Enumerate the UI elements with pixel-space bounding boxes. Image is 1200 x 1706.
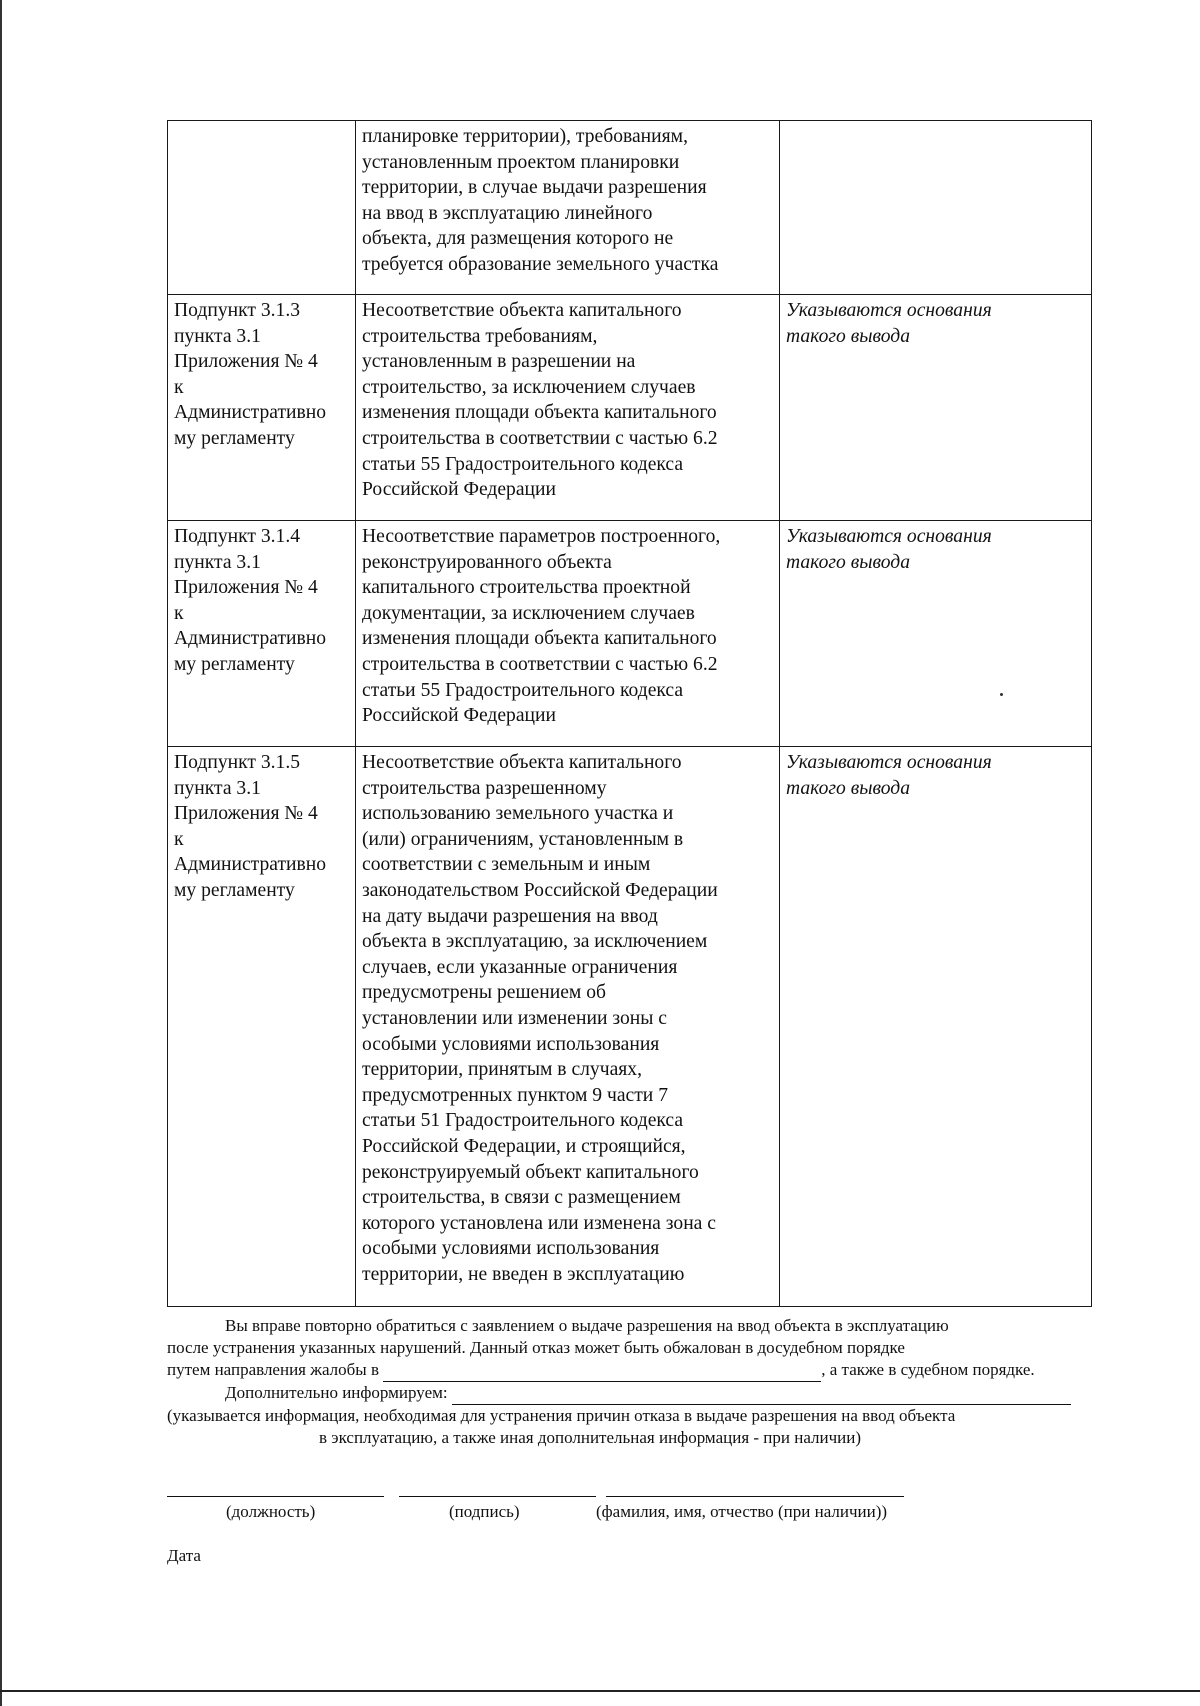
- scan-edge-left: [0, 0, 2, 1706]
- ground-description-line: установленным проектом планировки: [362, 151, 680, 173]
- basis-line: Указываются основания: [786, 752, 992, 773]
- ground-description-line: реконструированного объекта: [362, 551, 612, 573]
- signature-caption: (подпись): [449, 1502, 520, 1521]
- reference-line: пункта 3.1: [174, 777, 261, 799]
- ground-description-line: особыми условиями использования: [362, 1033, 660, 1055]
- reference-line: к: [174, 376, 184, 398]
- ground-description-line: объекта, для размещения которого не: [362, 228, 674, 250]
- ground-description-line: изменения площади объекта капитального: [362, 402, 717, 424]
- ground-description-line: строительства требованиям,: [362, 325, 598, 347]
- ground-description-line: территории, принятым в случаях,: [362, 1059, 642, 1081]
- complaint-body-blank: [383, 1359, 821, 1382]
- reference-cell: [168, 521, 356, 747]
- ground-description-line: Несоответствие параметров построенного,: [362, 526, 721, 547]
- ground-description-line: использованию земельного участка и: [362, 803, 674, 825]
- ground-description-line: Несоответствие объекта капитального: [362, 300, 682, 321]
- reference-line: Приложения № 4: [174, 351, 318, 373]
- ground-description-line: Российской Федерации, и строящийся,: [362, 1135, 686, 1157]
- ground-description-line: строительство, за исключением случаев: [362, 376, 696, 398]
- signature-lines: [167, 1496, 1123, 1500]
- date-label: Дата: [167, 1546, 201, 1565]
- basis-cell: [780, 747, 1092, 1307]
- grounds-table: [167, 120, 1092, 1307]
- reference-line: к: [174, 828, 184, 850]
- appeal-line-1: Вы вправе повторно обратиться с заявлением о выдаче разрешения на ввод объекта в эксплуатацию: [225, 1316, 949, 1335]
- ground-description-line: (или) ограничениям, установленным в: [362, 828, 684, 850]
- appeal-line-2: после устранения указанных нарушений. Данный отказ может быть обжалован в досудебном порядке: [167, 1338, 905, 1357]
- ground-description-line: капитального строительства проектной: [362, 577, 691, 599]
- ground-description-line: установлении или изменении зоны с: [362, 1007, 667, 1029]
- reference-line: пункта 3.1: [174, 325, 261, 347]
- ground-description-line: строительства в соответствии с частью 6.2: [362, 653, 718, 675]
- appeal-prefix: путем направления жалобы в: [167, 1360, 380, 1379]
- ground-description-line: случаев, если указанные ограничения: [362, 956, 678, 978]
- reference-line: му регламенту: [174, 427, 295, 449]
- position-caption: (должность): [226, 1502, 316, 1521]
- basis-line: Указываются основания: [786, 300, 992, 321]
- ground-description-line: статьи 51 Градостроительного кодекса: [362, 1110, 684, 1132]
- ground-description-line: на дату выдачи разрешения на ввод: [362, 905, 658, 927]
- reference-cell: [168, 747, 356, 1307]
- ground-description-line: особыми условиями использования: [362, 1238, 660, 1260]
- reference-line: му регламенту: [174, 653, 295, 675]
- reference-line: Административно: [174, 402, 327, 424]
- ground-description-line: строительства, в связи с размещением: [362, 1187, 681, 1209]
- table-row: [168, 121, 1092, 295]
- ground-description-line: установленным в разрешении на: [362, 351, 636, 373]
- refusal-appeal-paragraph: [167, 1315, 1123, 1449]
- basis-cell: [780, 521, 1092, 747]
- ground-description-cell: [356, 295, 780, 521]
- ground-description-line: требуется образование земельного участка: [362, 253, 719, 275]
- appeal-line-3: [167, 1359, 1123, 1382]
- full-name-line: [606, 1496, 904, 1497]
- info-note-line-1: (указывается информация, необходимая для устранения причин отказа в выдаче разрешения на ввод объекта: [167, 1406, 956, 1425]
- basis-line: Указываются основания: [786, 526, 992, 547]
- basis-cell: [780, 295, 1092, 521]
- table-row: [168, 747, 1092, 1307]
- ground-description-line: соответствии с земельным и иным: [362, 854, 651, 876]
- ground-description-line: территории, в случае выдачи разрешения: [362, 177, 707, 199]
- ground-description-line: строительства в соответствии с частью 6.2: [362, 427, 718, 449]
- reference-line: Подпункт 3.1.3: [174, 300, 301, 321]
- table-row: [168, 295, 1092, 521]
- reference-line: Подпункт 3.1.5: [174, 752, 301, 773]
- scan-edge-bottom: [0, 1690, 1200, 1692]
- ground-description-line: изменения площади объекта капитального: [362, 628, 717, 650]
- ground-description-line: документации, за исключением случаев: [362, 602, 695, 624]
- ground-description-cell: [356, 747, 780, 1307]
- reference-line: к: [174, 602, 184, 624]
- reference-cell: [168, 121, 356, 295]
- ground-description-line: статьи 55 Градостроительного кодекса: [362, 679, 684, 701]
- ground-description-line: строительства разрешенному: [362, 777, 607, 799]
- reference-line: Административно: [174, 628, 327, 650]
- table-row: [168, 521, 1092, 747]
- signature-line: [399, 1496, 596, 1497]
- ground-description-cell: [356, 121, 780, 295]
- reference-line: му регламенту: [174, 879, 295, 901]
- ground-description-line: планировке территории), требованиям,: [362, 126, 688, 147]
- additional-info-label: Дополнительно информируем:: [225, 1383, 448, 1402]
- basis-cell: [780, 121, 1092, 295]
- reference-line: Приложения № 4: [174, 577, 318, 599]
- scan-speck: [1000, 693, 1003, 696]
- reference-line: пункта 3.1: [174, 551, 261, 573]
- reference-line: Административно: [174, 854, 327, 876]
- ground-description-cell: [356, 521, 780, 747]
- ground-description-line: предусмотренных пунктом 9 части 7: [362, 1084, 668, 1106]
- basis-line: такого вывода: [786, 325, 911, 347]
- ground-description-line: территории, не введен в эксплуатацию: [362, 1263, 685, 1285]
- additional-info-line: [167, 1382, 1123, 1405]
- position-line: [167, 1496, 384, 1497]
- full-name-caption: (фамилия, имя, отчество (при наличии)): [596, 1502, 888, 1521]
- info-note-line-2: в эксплуатацию, а также иная дополнительная информация - при наличии): [319, 1428, 862, 1447]
- ground-description-line: реконструируемый объект капитального: [362, 1161, 699, 1183]
- reference-line: Приложения № 4: [174, 803, 318, 825]
- ground-description-line: статьи 55 Градостроительного кодекса: [362, 453, 684, 475]
- ground-description-line: Российской Федерации: [362, 479, 556, 501]
- ground-description-line: предусмотрены решением об: [362, 982, 606, 1004]
- additional-info-blank: [452, 1382, 1071, 1405]
- ground-description-line: на ввод в эксплуатацию линейного: [362, 202, 653, 224]
- reference-cell: [168, 295, 356, 521]
- ground-description-line: объекта в эксплуатацию, за исключением: [362, 931, 708, 953]
- basis-line: такого вывода: [786, 777, 911, 799]
- ground-description-line: законодательством Российской Федерации: [362, 879, 718, 901]
- ground-description-line: Несоответствие объекта капитального: [362, 752, 682, 773]
- basis-line: такого вывода: [786, 551, 911, 573]
- reference-line: Подпункт 3.1.4: [174, 526, 301, 547]
- appeal-suffix: , а также в судебном порядке.: [821, 1360, 1035, 1379]
- ground-description-line: Российской Федерации: [362, 705, 556, 727]
- ground-description-line: которого установлена или изменена зона с: [362, 1212, 716, 1234]
